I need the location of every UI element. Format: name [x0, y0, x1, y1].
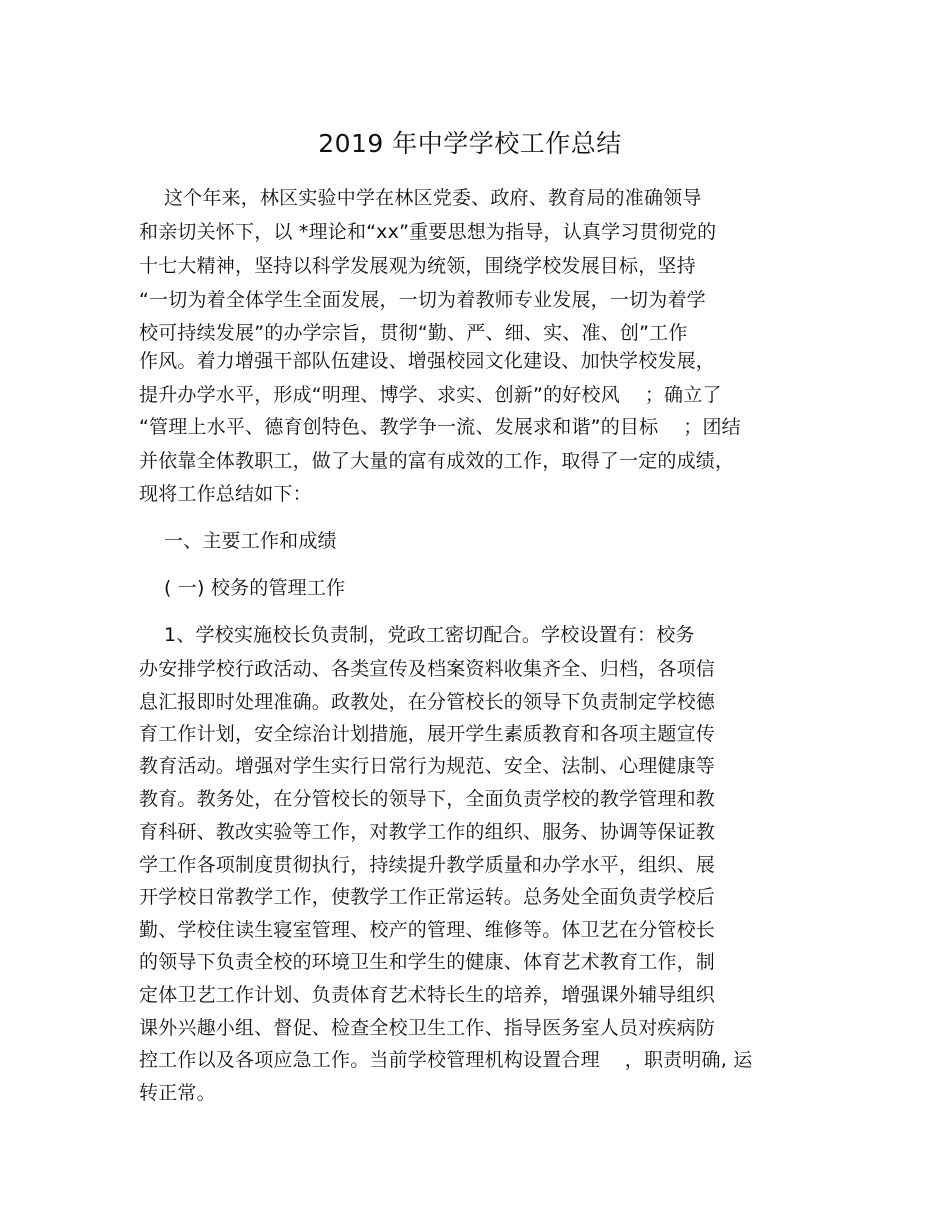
- intro-line: “管理上水平、德育创特色、教学争一流、发展求和谐”的目标 ；团结: [139, 416, 741, 438]
- paragraph-line: 办安排学校行政活动、各类宣传及档案资料收集齐全、归档，各项信: [139, 658, 716, 680]
- paragraph-line: 1、学校实施校长负责制，党政工密切配合。学校设置有：校务: [139, 624, 695, 646]
- intro-line: 十七大精神，坚持以科学发展观为统领，围绕学校发展目标，坚持: [139, 255, 696, 277]
- paragraph-line: 教育活动。增强对学生实行日常行为规范、安全、法制、心理健康等: [139, 755, 716, 777]
- paragraph-line: 息汇报即时处理准确。政教处，在分管校长的领导下负责制定学校德: [139, 691, 716, 713]
- paragraph-line: 勤、学校住读生寝室管理、校产的管理、维修等。体卫艺在分管校长: [139, 919, 716, 941]
- section-heading: 一、主要工作和成绩: [139, 530, 337, 552]
- paragraph-line: 控工作以及各项应急工作。当前学校管理机构设置合理 ，职责明确, 运: [139, 1049, 753, 1071]
- intro-line: 这个年来，林区实验中学在林区党委、政府、教育局的准确领导: [139, 187, 702, 209]
- document-title: 2019 年中学学校工作总结: [318, 129, 622, 158]
- paragraph-line: 教育。教务处，在分管校长的领导下，全面负责学校的教学管理和教: [139, 788, 716, 810]
- intro-line: 作风。着力增强干部队伍建设、增强校园文化建设、加快学校发展，: [139, 350, 716, 372]
- paragraph-line: 定体卫艺工作计划、负责体育艺术特长生的培养，增强课外辅导组织: [139, 984, 716, 1006]
- paragraph-line: 转正常。: [139, 1082, 216, 1104]
- paragraph-line: 育科研、教改实验等工作，对教学工作的组织、服务、协调等保证教: [139, 821, 716, 843]
- paragraph-line: 开学校日常教学工作，使教学工作正常运转。总务处全面负责学校后: [139, 886, 716, 908]
- intro-line: 和亲切关怀下，以 *理论和“xx”重要思想为指导，认真学习贯彻党的: [139, 221, 717, 243]
- paragraph-line: 育工作计划，安全综治计划措施，展开学生素质教育和各项主题宣传: [139, 723, 716, 745]
- intro-line: 并依靠全体教职工，做了大量的富有成效的工作，取得了一定的成绩，: [139, 450, 735, 472]
- intro-line: 现将工作总结如下：: [139, 483, 312, 505]
- intro-line: “一切为着全体学生全面发展，一切为着教师专业发展，一切为着学: [139, 289, 706, 311]
- subsection-heading: ( 一) 校务的管理工作: [139, 577, 346, 599]
- intro-line: 校可持续发展”的办学宗旨，贯彻“勤、严、细、实、准、创”工作: [139, 322, 688, 344]
- paragraph-line: 课外兴趣小组、督促、检查全校卫生工作、指导医务室人员对疾病防: [139, 1017, 716, 1039]
- intro-line: 提升办学水平，形成“明理、博学、求实、创新”的好校风 ；确立了: [139, 384, 722, 406]
- paragraph-line: 的领导下负责全校的环境卫生和学生的健康、体育艺术教育工作，制: [139, 951, 716, 973]
- paragraph-line: 学工作各项制度贯彻执行，持续提升教学质量和办学水平，组织、展: [139, 854, 716, 876]
